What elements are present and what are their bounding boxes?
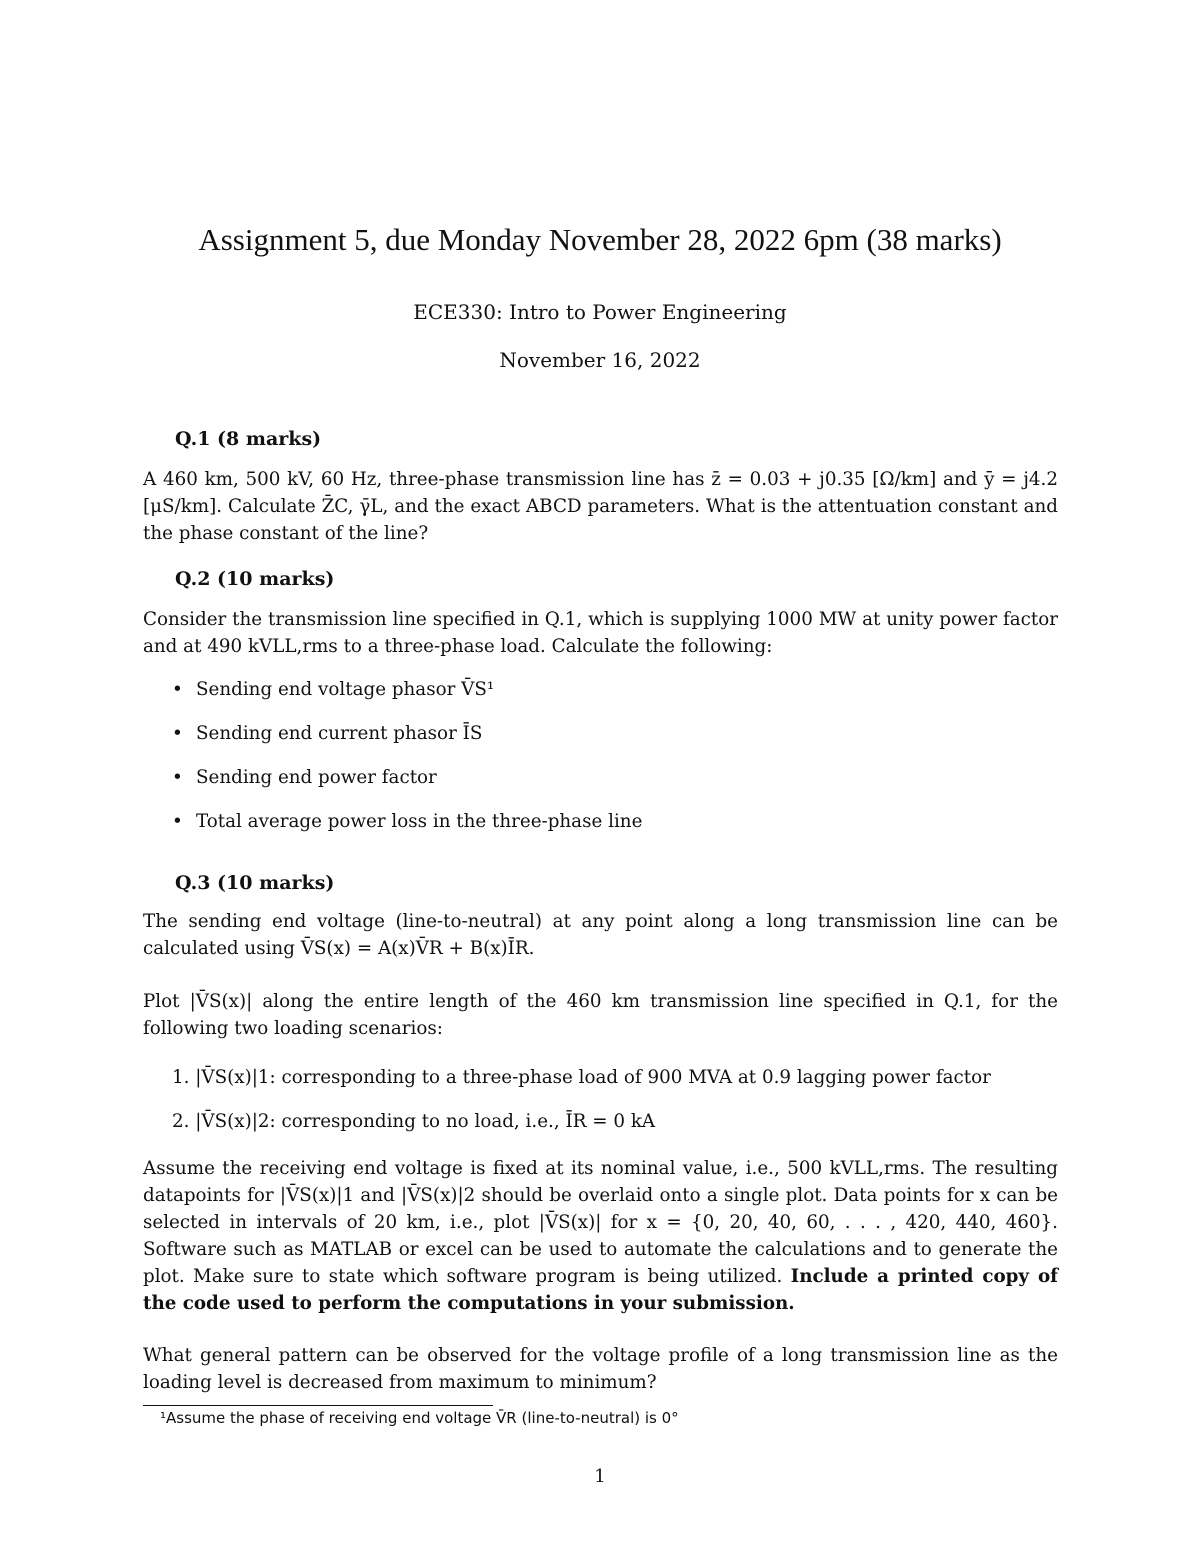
q3-text-3-body: Assume the receiving end voltage is fixed at its nominal value, i.e., 500 kVLL,rms. The resulting datapoints for |V̄S(x)|1 and |V̄S(x)|2 should be overlaid onto a single plot. Data points for x can be selected in intervals of 20 km, i.e., plot |V̄S(x)| for x = {0, 20, 40, 60, . . . , 420, 440, 460}. Software such as MATLAB or excel can be used to automate the calculations and to generate the plot. Make sure to state which software program is being utilized.	[143, 1158, 1058, 1287]
list-item: • Sending end current phasor ĪS	[172, 720, 642, 764]
document-title: Assignment 5, due Monday November 28, 2022 6pm (38 marks)	[198, 222, 1002, 257]
q1-text: A 460 km, 500 kV, 60 Hz, three-phase transmission line has z̄ = 0.03 + j0.35 [Ω/km] and ȳ = j4.2 [μS/km]. Calculate Z̄C, γ̄L, and the exact ABCD parameters. What is the attentuation constant and the phase constant of the line?	[143, 469, 1058, 544]
list-item: • Sending end voltage phasor V̄S¹	[172, 676, 642, 720]
footnote: ¹Assume the phase of receiving end voltage V̄R (line-to-neutral) is 0°	[160, 1409, 679, 1427]
q3-heading: Q.3 (10 marks)	[175, 872, 335, 894]
list-item: • Sending end power factor	[172, 764, 642, 808]
list-item: 1. |V̄S(x)|1: corresponding to a three-phase load of 900 MVA at 0.9 lagging power factor	[172, 1067, 991, 1088]
q3-text-3-bold: Include a printed copy of the code used to perform the computations in your submission.	[143, 1266, 1059, 1314]
q3-text-4: What general pattern can be observed for the voltage profile of a long transmission line as the loading level is decreased from maximum to minimum?	[143, 1345, 1058, 1393]
course-name: ECE330: Intro to Power Engineering	[413, 300, 787, 324]
document-date: November 16, 2022	[499, 348, 701, 372]
q3-text-1: The sending end voltage (line-to-neutral) at any point along a long transmission line can be calculated using V̄S(x) = A(x)V̄R + B(x)ĪR.	[143, 911, 1058, 959]
footnote-rule	[143, 1405, 493, 1406]
q2-list	[172, 676, 642, 852]
page-number: 1	[594, 1466, 606, 1487]
q3-list	[172, 1064, 991, 1152]
q1-heading: Q.1 (8 marks)	[175, 428, 322, 450]
list-item: 2. |V̄S(x)|2: corresponding to no load, i.e., ĪR = 0 kA	[172, 1111, 656, 1132]
q2-heading: Q.2 (10 marks)	[175, 568, 335, 590]
q3-text-3	[143, 1155, 1058, 1317]
q2-text: Consider the transmission line specified in Q.1, which is supplying 1000 MW at unity power factor and at 490 kVLL,rms to a three-phase load. Calculate the following:	[143, 609, 1058, 657]
list-item: • Total average power loss in the three-phase line	[172, 808, 642, 852]
q3-text-2: Plot |V̄S(x)| along the entire length of the 460 km transmission line specified in Q.1, for the following two loading scenarios:	[143, 991, 1058, 1039]
